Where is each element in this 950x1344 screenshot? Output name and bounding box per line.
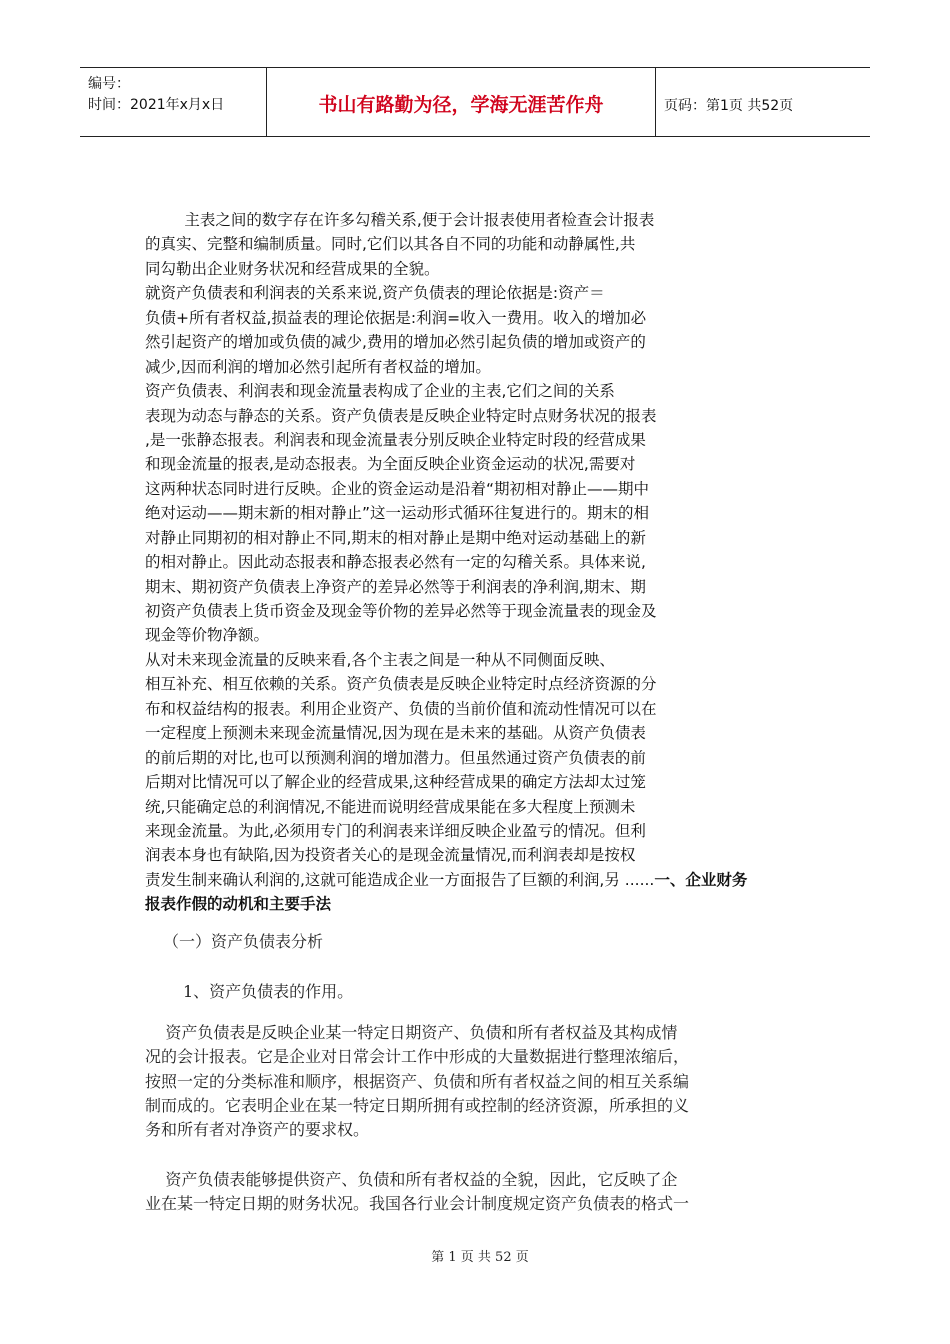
subheading: （一）资产负债表分析 bbox=[163, 932, 324, 951]
text-line: 一定程度上预测未来现金流量情况,因为现在是未来的基础。从资产负债表 bbox=[145, 724, 646, 743]
text-line: ,是一张静态报表。利润表和现金流量表分别反映企业特定时段的经营成果 bbox=[145, 430, 646, 449]
text-line: 对静止同期初的相对静止不同,期末的相对静止是期中绝对运动基础上的新 bbox=[145, 528, 646, 547]
text-line: 务和所有者对净资产的要求权。 bbox=[145, 1120, 370, 1140]
number-label: 编号： bbox=[88, 76, 130, 92]
text-line: 制而成的。它表明企业在某一特定日期所拥有或控制的经济资源，所承担的义 bbox=[145, 1095, 690, 1115]
text-line: 表现为动态与静态的关系。资产负债表是反映企业特定时点财务状况的报表 bbox=[145, 406, 657, 425]
text-line: 和现金流量的报表,是动态报表。为全面反映企业资金运动的状况,需要对 bbox=[145, 455, 636, 474]
text-line: 资产负债表是反映企业某一特定日期资产、负债和所有者权益及其构成情 bbox=[145, 1023, 678, 1042]
text-line: 况的会计报表。它是企业对日常会计工作中形成的大量数据进行整理浓缩后， bbox=[145, 1047, 690, 1067]
text-line: 的前后期的对比,也可以预测利润的增加潜力。但虽然通过资产负债表的前 bbox=[145, 748, 646, 767]
text-line: 的真实、完整和编制质量。同时,它们以其各自不同的功能和动静属性,共 bbox=[145, 235, 636, 254]
text-line: 期末、期初资产负债表上净资产的差异必然等于利润表的净利润,期末、期 bbox=[145, 577, 646, 596]
text-line: 负债+所有者权益,损益表的理论依据是:利润=收入一费用。收入的增加必 bbox=[145, 308, 647, 327]
text-line: 初资产负债表上货币资金及现金等价物的差异必然等于现金流量表的现金及 bbox=[145, 602, 657, 620]
text-line: 后期对比情况可以了解企业的经营成果,这种经营成果的确定方法却太过笼 bbox=[145, 773, 646, 792]
section-heading: 报表作假的动机和主要手法 bbox=[145, 895, 332, 914]
text-line: 现金等价物净额。 bbox=[145, 626, 270, 645]
page-header bbox=[80, 67, 870, 137]
text-line: 减少,因而利润的增加必然引起所有者权益的增加。 bbox=[145, 357, 491, 376]
text-line: 主表之间的数字存在许多勾稽关系,便于会计报表使用者检查会计报表 bbox=[145, 211, 655, 229]
body-text bbox=[145, 208, 805, 917]
text-line-part: 责发生制来确认利润的,这就可能造成企业一方面报告了巨额的利润,另 ...... bbox=[145, 870, 655, 889]
paragraph-1 bbox=[145, 1021, 805, 1142]
text-line: 绝对运动——期末新的相对静止”这一运动形式循环往复进行的。期末的相 bbox=[145, 504, 650, 523]
text-line: 就资产负债表和利润表的关系来说,资产负债表的理论依据是:资产＝ bbox=[145, 284, 605, 303]
text-line: 资产负债表能够提供资产、负债和所有者权益的全貌，因此，它反映了企 bbox=[145, 1170, 678, 1189]
text-line: 相互补充、相互依赖的关系。资产负债表是反映企业特定时点经济资源的分 bbox=[145, 675, 657, 694]
text-line: 润表本身也有缺陷,因为投资者关心的是现金流量情况,而利润表却是按权 bbox=[145, 846, 636, 865]
text-line: 然引起资产的增加或负债的减少,费用的增加必然引起负债的增加或资产的 bbox=[145, 333, 646, 352]
text-line: 这两种状态同时进行反映。企业的资金运动是沿着“期初相对静止——期中 bbox=[145, 479, 650, 498]
text-line: 统,只能确定总的利润情况,不能进而说明经营成果能在多大程度上预测未 bbox=[145, 797, 636, 816]
text-line: 从对未来现金流量的反映来看,各个主表之间是一种从不同侧面反映、 bbox=[145, 650, 615, 669]
paragraph-2 bbox=[145, 1168, 805, 1217]
text-line: 布和权益结构的报表。利用企业资产、负债的当前价值和流动性情况可以在 bbox=[145, 699, 657, 718]
text-line: 来现金流量。为此,必须用专门的利润表来详细反映企业盈亏的情况。但利 bbox=[145, 821, 646, 840]
header-left-cell bbox=[80, 68, 267, 136]
numbered-heading: 1、资产负债表的作用。 bbox=[183, 982, 354, 1001]
header-mid-cell bbox=[267, 68, 656, 136]
header-motto: 书山有路勤为径，学海无涯苦作舟 bbox=[318, 94, 604, 116]
header-page-info: 页码：第1页 共52页 bbox=[664, 98, 794, 114]
text-line: 同勾勒出企业财务状况和经营成果的全貌。 bbox=[145, 259, 440, 278]
page-footer: 第 1 页 共 52 页 bbox=[431, 1250, 529, 1265]
time-label: 时间：2021年x月x日 bbox=[88, 97, 225, 113]
text-line: 的相对静止。因此动态报表和静态报表必然有一定的勾稽关系。具体来说, bbox=[145, 553, 646, 572]
header-right-cell bbox=[656, 68, 870, 136]
section-heading-part: 一、企业财务 bbox=[654, 870, 748, 889]
text-line: 业在某一特定日期的财务状况。我国各行业会计制度规定资产负债表的格式一 bbox=[145, 1194, 690, 1214]
text-line: 资产负债表、利润表和现金流量表构成了企业的主表,它们之间的关系 bbox=[145, 382, 615, 401]
text-line-mixed bbox=[145, 868, 805, 892]
text-line: 按照一定的分类标准和顺序，根据资产、负债和所有者权益之间的相互关系编 bbox=[145, 1071, 690, 1091]
